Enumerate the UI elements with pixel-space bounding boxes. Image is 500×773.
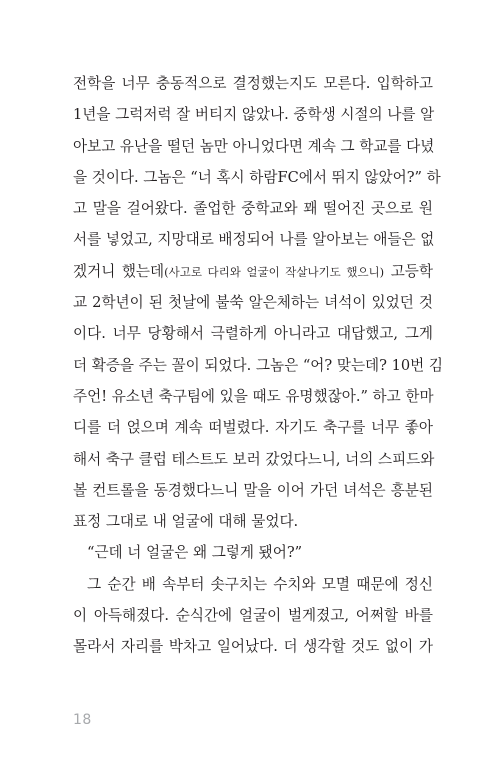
text-line-18: 이 아득해졌다. 순식간에 얼굴이 벌게졌고, 어쩌할 바를: [73, 607, 433, 625]
text-line-19: 몰라서 자리를 박차고 일어났다. 더 생각할 것도 없이 가: [73, 638, 433, 656]
text-line-17: 그 순간 배 속부터 솟구치는 수치와 모멸 때문에 정신: [87, 575, 433, 593]
text-line-7-rest: 고등학: [384, 262, 433, 280]
parenthetical-note: (사고로 다리와 얼굴이 작살나기도 했으니): [164, 264, 385, 279]
text-line-3: 아보고 유난을 떨던 놈만 아니었다면 계속 그 학교를 다녔: [73, 137, 435, 155]
text-line-12: 디를 더 얹으며 계속 떠벌렸다. 자기도 축구를 너무 좋아: [73, 419, 433, 437]
body-text: [73, 68, 444, 663]
text-line-1: 전학을 너무 충동적으로 결정했는지도 모른다. 입학하고: [73, 75, 433, 92]
text-line-7-main: 겠거니 했는데: [73, 262, 165, 280]
text-line-11: 주언! 유소년 축구팀에 있을 때도 유명했잖아.” 하고 한마: [73, 387, 434, 405]
page-number: 18: [73, 712, 92, 728]
text-line-2: 1년을 그럭저럭 잘 버티지 않았나. 중학생 시절의 나를 알: [73, 106, 435, 124]
text-line-13: 해서 축구 클럽 테스트도 보러 갔었다느니, 너의 스피드와: [73, 450, 435, 468]
text-line-6: 서를 넣었고, 지망대로 배정되어 나를 알아보는 애들은 없: [73, 231, 435, 249]
text-line-9: 이다. 너무 당황해서 극렬하게 아니라고 대답했고, 그게: [73, 325, 433, 343]
text-line-15: 표정 그대로 내 얼굴에 대해 물었다.: [73, 513, 299, 531]
text-line-7: [73, 256, 433, 287]
text-line-8: 교 2학년이 된 첫날에 불쑥 알은체하는 녀석이 있었던 것: [73, 294, 433, 312]
text-line-4: 을 것이다. 그놈은 “너 혹시 하람FC에서 뛰지 않았어?” 하: [73, 168, 441, 186]
text-line-5: 고 말을 걸어왔다. 졸업한 중학교와 꽤 떨어진 곳으로 원: [73, 200, 433, 218]
text-line-10: 더 확증을 주는 꼴이 되었다. 그놈은 “어? 맞는데? 10번 김: [73, 356, 444, 374]
dialogue-line: “근데 너 얼굴은 왜 그렇게 됐어?”: [87, 544, 303, 562]
text-line-14: 볼 컨트롤을 동경했다느니 말을 이어 가던 녀석은 흥분된: [73, 481, 433, 499]
